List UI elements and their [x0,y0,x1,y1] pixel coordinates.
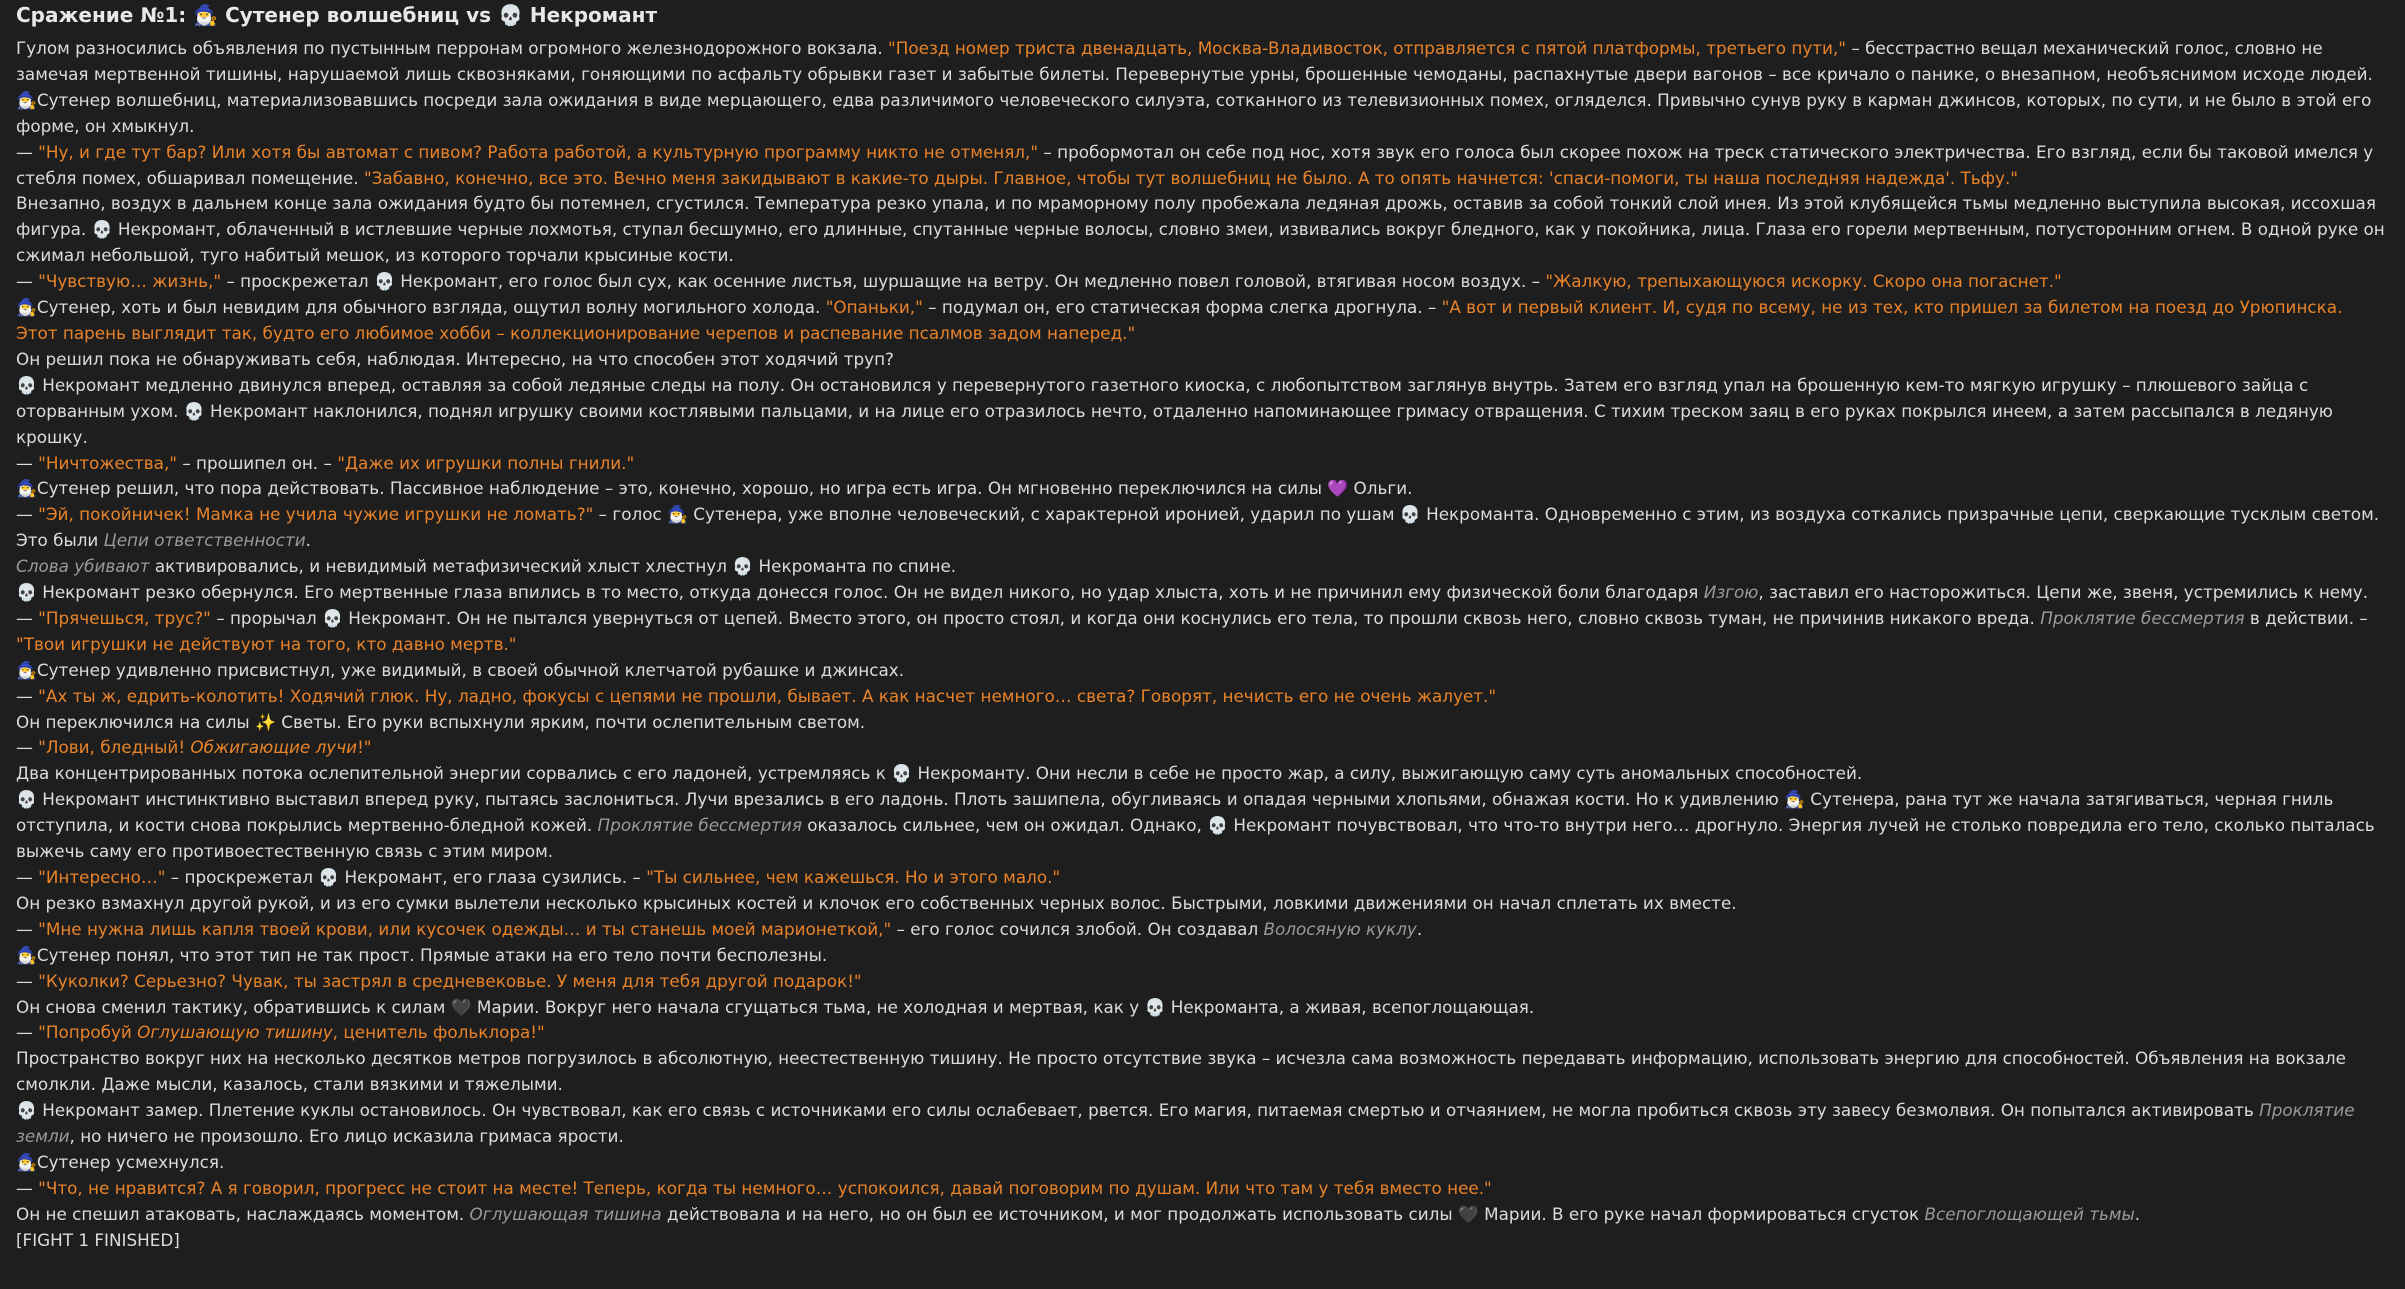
story-body [16,36,2389,1228]
story-paragraph [16,891,2389,917]
narration-text: – прорычал 💀 Некромант. Он не пытался увернуться от цепей. Вместо этого, он просто стоял, и когда они коснулись его тела, то прошли сквозь него, словно сквозь туман, не причинив никакого вреда. [210,607,2041,628]
story-paragraph [16,580,2389,606]
fight-finished-marker: [FIGHT 1 FINISHED] [16,1229,180,1250]
narration-text: . [305,530,311,551]
narration-text: 💀 Некромант замер. Плетение куклы остановилось. Он чувствовал, как его связь с источниками его силы ослабевает, рвется. Его магия, питаемая смертью и отчаянием, не могла пробиться сквозь эту завесу безмолвия. Он попытался активировать [16,1100,2260,1121]
narration-text: 🧙‍♂️Сутенер понял, что этот тип не так прост. Прямые атаки на его тело почти бесполезны. [16,944,828,965]
narration-text: Он не спешил атаковать, наслаждаясь моментом. [16,1203,470,1224]
speech-text: "Куколки? Серьезно? Чувак, ты застрял в средневековье. У меня для тебя другой подарок!" [38,970,862,991]
story-paragraph [16,1150,2389,1176]
narration-text: . [2134,1203,2141,1224]
narration-text: — [16,452,39,473]
narration-text: — [16,141,39,162]
story-paragraph [16,502,2389,528]
narration-text: , но ничего не произошло. Его лицо исказила гримаса ярости. [69,1126,624,1147]
narration-text: – голос 🧙‍♂️ Сутенера, уже вполне человеческий, с характерной иронией, ударил по ушам 💀 Некроманта. Одновременно с этим, из воздуха соткались призрачные цепи, сверкающие тусклым светом. [593,504,2380,525]
story-paragraph [16,995,2389,1021]
speech-text: "Забавно, конечно, все это. Вечно меня закидывают в какие-то дыры. Главное, чтобы тут волшебниц не было. А то опять начнется: 'спаси-помоги, ты наша последняя надежда'. Тьфу." [363,167,2018,188]
narration-text: – бесстрастно вещал механический голос, словно не замечая мертвенной тишины, нарушаемой лишь сквозняками, гоняющими по асфальту обрывки газет и забытые билеты. Перевернутые урны, брошенные чемоданы, распахнутые двери вагонов – все кричало о панике, о внезапном, необъяснимом исходе людей. [16,38,2373,84]
narration-text: — [16,685,39,706]
narration-text: . [1416,918,1423,939]
story-paragraph [16,373,2389,451]
narration-text: — [16,1177,39,1198]
story-paragraph [16,684,2389,710]
narration-text: 🧙‍♂️Сутенер удивленно присвистнул, уже видимый, в своей обычной клетчатой рубашке и джинсах. [16,659,905,680]
story-paragraph [16,347,2389,373]
narration-text: – пробормотал он себе под нос, хотя звук его голоса был скорее похож на треск статического электричества. Его взгляд, если бы таковой имелся у стебля помех, обшаривал помещение. [16,141,2374,188]
narration-text: — [16,1022,39,1043]
speech-text: "Твои игрушки не действуют на того, кто давно мертв." [16,633,517,654]
narration-text: , заставил его насторожиться. Цепи же, звеня, устремились к нему. [1758,582,2369,603]
story-paragraph [16,787,2389,865]
ability-name: Проклятие бессмертия [597,815,802,836]
speech-text: "Мне нужна лишь капля твоей крови, или кусочек одежды… и ты станешь моей марионеткой," [38,918,892,939]
ability-name: Проклятие земли [16,1100,2355,1147]
narration-text: – его голос сочился злобой. Он создавал [891,918,1264,939]
speech-text: "Ты сильнее, чем кажешься. Но и этого мало." [646,867,1061,887]
narration-text: Он снова сменил тактику, обратившись к силам 🖤 Марии. Вокруг него начала сгущаться тьма, не холодная и мертвая, как у 💀 Некроманта, а живая, всепоглощающая. [16,996,1535,1017]
story-paragraph [16,761,2389,787]
narration-text: 🧙‍♂️Сутенер усмехнулся. [16,1151,225,1172]
ability-name: Цепи ответственности [103,530,306,551]
speech-text: "Чувствую… жизнь," [38,271,222,292]
narration-text: – проскрежетал 💀 Некромант, его голос был сух, как осенние листья, шуршащие на ветру. Он медленно повел головой, втягивая носом воздух. – [221,271,1546,292]
ability-name: Слова убивают [16,556,150,577]
story-paragraph [16,191,2389,269]
narration-text: — [16,918,39,939]
narration-text: – подумал он, его статическая форма слегка дрогнула. – [922,297,1442,318]
narration-text: 🧙‍♂️Сутенер волшебниц, материализовавшись посреди зала ожидания в виде мерцающего, едва различимого человеческого силуэта, сотканного из телевизионных помех, огляделся. Привычно сунув руку в карман джинсов, которых, по сути, и не было в этой его форме, он хмыкнул. [16,89,2372,136]
speech-text: "Опаньки," [825,297,923,318]
narration-text: — [16,504,39,525]
story-paragraph [16,1046,2389,1098]
story-paragraph [16,451,2389,477]
story-paragraph [16,476,2389,502]
story-paragraph [16,710,2389,736]
narration-text: Два концентрированных потока ослепительной энергии сорвались с его ладоней, устремляясь к 💀 Некроманту. Они несли в себе не просто жар, а силу, выжигающую саму суть аномальных способностей. [16,763,1863,784]
story-paragraph [16,735,2389,761]
narration-text: Пространство вокруг них на несколько десятков метров погрузилось в абсолютную, неестественную тишину. Не просто отсутствие звука – исчезла сама возможность передавать информацию, использовать энергию для способностей. Объявления на вокзале смолкли. Даже мысли, казалось, стали вязкими и тяжелыми. [16,1048,2346,1095]
speech-text: "Поезд номер триста двенадцать, Москва-Владивосток, отправляется с пятой платформы, третьего пути," [888,38,1847,58]
speech-ability-name: Обжигающие лучи [190,737,358,758]
ability-name: Оглушающая тишина [469,1203,662,1224]
narration-text: 💀 Некромант резко обернулся. Его мертвенные глаза впились в то место, откуда донесся голос. Он не видел никого, но удар хлыста, хоть и не причинил ему физической боли благодаря [16,582,1704,603]
story-paragraph [16,1202,2389,1228]
story-paragraph [16,606,2389,658]
narration-text: — [16,271,39,292]
ability-name: Изгою [1703,582,1759,603]
narration-text: Он резко взмахнул другой рукой, и из его сумки вылетели несколько крысиных костей и клочок его собственных черных волос. Быстрыми, ловкими движениями он начал сплетать их вместе. [16,892,1737,913]
speech-text: "А вот и первый клиент. И, судя по всему, не из тех, кто пришел за билетом на поезд до Урюпинска. Этот парень выглядит так, будто его любимое хобби – коллекционирование черепов и распевание псалмов задом наперед." [16,297,2343,343]
narration-text: активировались, и невидимый метафизический хлыст хлестнул 💀 Некроманта по спине. [149,556,957,577]
story-paragraph [16,88,2389,140]
narration-text: 💀 Некромант инстинктивно выставил вперед руку, пытаясь заслониться. Лучи врезались в его ладонь. Плоть зашипела, обугливаясь и опадая черными хлопьями, обнажая кости. Но к удивлению 🧙‍♂️ Сутенера, рана тут же начала затягиваться, черная гниль отступила, и кости снова покрылись мертвенно-бледной кожей. [16,789,2334,836]
story-paragraph [16,1098,2389,1150]
speech-text: "Прячешься, трус?" [38,607,211,628]
narration-text: — [16,607,39,628]
speech-text: "Что, не нравится? А я говорил, прогресс не стоит на месте! Теперь, когда ты немного… успокоился, давай поговорим по душам. Или что там у тебя вместо нее." [38,1177,1492,1198]
story-paragraph [16,269,2389,295]
speech-text: "Попробуй [38,1022,138,1043]
story-paragraph [16,658,2389,684]
speech-text: "Даже их игрушки полны гнили." [337,452,635,473]
narration-text: оказалось сильнее, чем он ожидал. Однако, 💀 Некромант почувствовал, что что-то внутри него… дрогнуло. Энергия лучей не столько повредила его тело, сколько пыталась выжечь саму его противоестественную связь с этим миром. [16,815,2375,862]
narration-text: — [16,970,39,991]
narration-text: в действии. – [2244,607,2368,628]
story-paragraph [16,865,2389,891]
speech-text: "Интересно…" [38,867,166,887]
narration-text: 🧙‍♂️Сутенер, хоть и был невидим для обычного взгляда, ощутил волну могильного холода. [16,297,826,318]
speech-ability-name: Оглушающую тишину [137,1022,333,1043]
narration-text: Гулом разносились объявления по пустынным перронам огромного железнодорожного вокзала. [16,38,889,58]
narration-text: – прошипел он. – [177,452,338,473]
speech-text: "Лови, бледный! [38,737,191,758]
speech-text: , ценитель фольклора!" [332,1022,545,1043]
ability-name: Волосяную куклу [1263,918,1417,939]
ability-name: Всепоглощающей тьмы [1924,1203,2135,1224]
story-paragraph [16,969,2389,995]
ability-name: Проклятие бессмертия [2040,607,2245,628]
narration-text: — [16,867,39,887]
story-paragraph [16,1020,2389,1046]
story-paragraph [16,917,2389,943]
narration-text: Он переключился на силы ✨ Светы. Его руки вспыхнули ярким, почти ослепительным светом. [16,711,866,732]
story-paragraph [16,295,2389,347]
story-paragraph [16,528,2389,554]
narration-text: 🧙‍♂️Сутенер решил, что пора действовать. Пассивное наблюдение – это, конечно, хорошо, но игра есть игра. Он мгновенно переключился на силы 💜 Ольги. [16,478,1413,499]
speech-text: "Эй, покойничек! Мамка не учила чужие игрушки не ломать?" [38,504,594,525]
speech-text: !" [357,737,372,758]
speech-text: "Ну, и где тут бар? Или хотя бы автомат с пивом? Работа работой, а культурную программу никто не отменял," [38,141,1039,162]
story-paragraph [16,1176,2389,1202]
narration-text: Внезапно, воздух в дальнем конце зала ожидания будто бы потемнел, сгустился. Температура резко упала, и по мраморному полу пробежала ледяная дрожь, оставив за собой тонкий слой инея. Из этой клубящейся тьмы медленно выступила высокая, иссохшая фигура. 💀 Некромант, облаченный в истлевшие черные лохмотья, ступал бесшумно, его длинные, спутанные черные волосы, словно змеи, извивались вокруг бледного, как у покойника, лица. Глаза его горели мертвенным, потусторонним огнем. В одной руке он сжимал небольшой, туго набитый мешок, из которого торчали крысиные кости. [16,193,2385,266]
speech-text: "Ах ты ж, едрить-колотить! Ходячий глюк. Ну, ладно, фокусы с цепями не прошли, бывает. А как насчет немного… света? Говорят, нечисть его не очень жалует." [38,685,1497,706]
narration-text: действовала и на него, но он был ее источником, и мог продолжать использовать силы 🖤 Марии. В его руке начал формироваться сгусток [661,1203,1925,1224]
battle-title: Сражение №1: 🧙‍♂️ Сутенер волшебниц vs 💀 Некромант [16,3,658,27]
narration-text: 💀 Некромант медленно двинулся вперед, оставляя за собой ледяные следы на полу. Он остановился у перевернутого газетного киоска, с любопытством заглянув внутрь. Затем его взгляд упал на брошенную кем-то мягкую игрушку – плюшевого зайца с оторванным ухом. 💀 Некромант наклонился, поднял игрушку своими костлявыми пальцами, и на лице его отразилось нечто, отдаленно напоминающее гримасу отвращения. С тихим треском заяц в его руках покрылся инеем, а затем рассыпался в ледяную крошку. [16,374,2333,447]
story-paragraph [16,943,2389,969]
narration-text: Он решил пока не обнаруживать себя, наблюдая. Интересно, на что способен этот ходячий труп? [16,348,894,369]
narration-text: – проскрежетал 💀 Некромант, его глаза сузились. – [165,867,647,887]
speech-text: "Жалкую, трепыхающуюся искорку. Скоро она погаснет." [1545,271,2062,292]
narration-text: Это были [16,530,104,551]
story-paragraph [16,554,2389,580]
story-paragraph [16,140,2389,192]
narration-text: — [16,737,39,758]
story-paragraph [16,36,2389,88]
speech-text: "Ничтожества," [38,452,177,473]
